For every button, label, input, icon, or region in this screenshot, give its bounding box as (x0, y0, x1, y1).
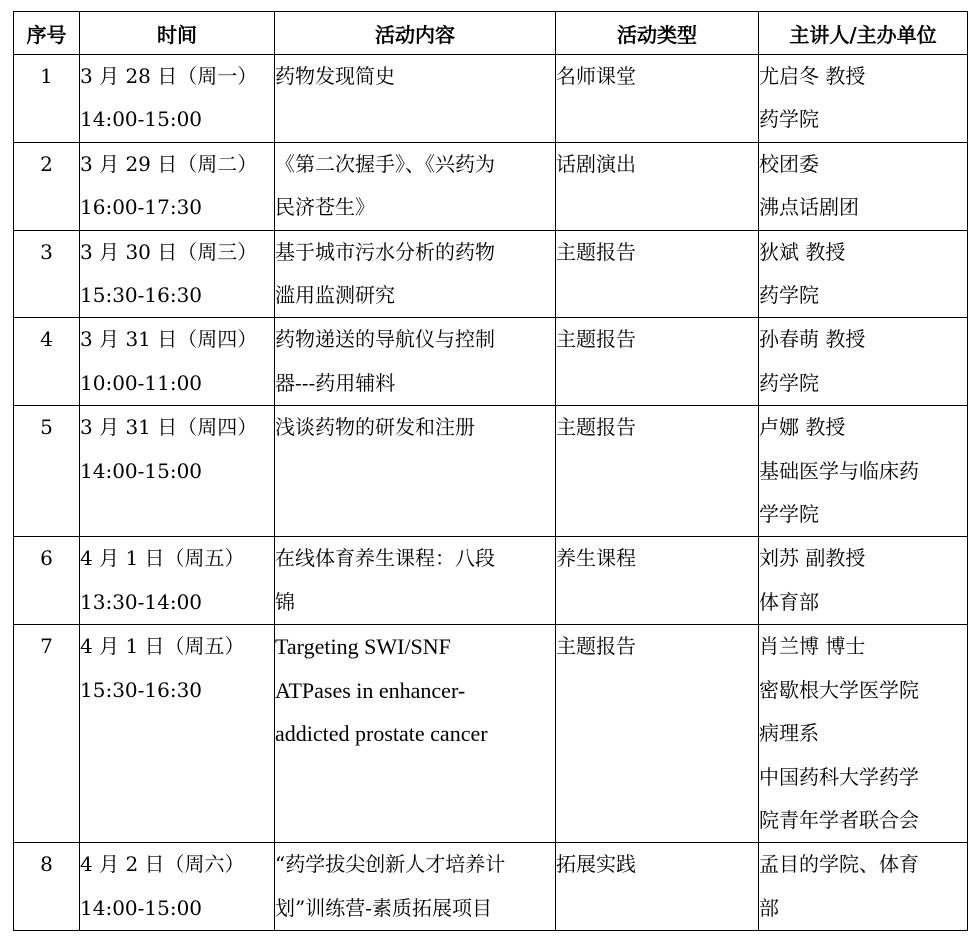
activity-time: 14:00-15:00 (80, 107, 203, 132)
content-cell (275, 55, 556, 143)
activity-schedule-table (13, 11, 968, 931)
table-row (14, 230, 968, 318)
content-cell (275, 843, 556, 931)
header-content: 活动内容 (275, 12, 556, 55)
activity-type: 主题报告 (556, 239, 636, 264)
time-cell (80, 625, 275, 843)
activity-time: 15:30-16:30 (80, 283, 203, 308)
host-line: 药学院 (759, 283, 819, 308)
activity-content-line: 基于城市污水分析的药物 (275, 239, 495, 264)
host-line: 孙春萌 教授 (759, 327, 866, 352)
activity-type: 名师课堂 (556, 64, 636, 88)
type-cell (556, 230, 759, 318)
header-row (14, 12, 968, 55)
row-number: 2 (40, 151, 53, 176)
row-number: 3 (40, 239, 53, 264)
activity-content-line: 药物发现简史 (275, 64, 395, 88)
type-cell (556, 142, 759, 230)
activity-content-line: Targeting SWI/SNF (275, 634, 451, 660)
host-cell (759, 142, 968, 230)
host-cell (759, 55, 968, 143)
row-number: 1 (40, 64, 53, 88)
activity-date: 3 月 28 日（周一） (80, 64, 258, 88)
activity-type: 主题报告 (556, 634, 636, 659)
activity-time: 10:00-11:00 (80, 370, 203, 395)
host-cell (759, 406, 968, 537)
host-line: 刘苏 副教授 (759, 546, 866, 571)
host-line: 中国药科大学药学 (759, 764, 919, 789)
time-cell (80, 55, 275, 143)
type-cell (556, 55, 759, 143)
host-line: 药学院 (759, 370, 819, 395)
activity-content-line: “药学拔尖创新人才培养计 (275, 852, 506, 877)
content-cell (275, 230, 556, 318)
host-cell (759, 230, 968, 318)
content-cell (275, 537, 556, 625)
activity-content-line: 在线体育养生课程：八段 (275, 546, 495, 571)
activity-time: 14:00-15:00 (80, 458, 203, 483)
row-number-cell (14, 406, 80, 537)
host-line: 沸点话剧团 (759, 195, 859, 220)
type-cell (556, 318, 759, 406)
activity-date: 4 月 1 日（周五） (80, 546, 245, 571)
time-cell (80, 142, 275, 230)
host-cell (759, 537, 968, 625)
activity-time: 16:00-17:30 (80, 195, 203, 220)
header-type: 活动类型 (556, 12, 759, 55)
table-body (14, 55, 968, 931)
activity-content-line: 民济苍生》 (275, 195, 375, 220)
activity-type: 养生课程 (556, 546, 636, 571)
content-cell (275, 142, 556, 230)
row-number-cell (14, 142, 80, 230)
type-cell (556, 537, 759, 625)
time-cell (80, 537, 275, 625)
activity-date: 3 月 31 日（周四） (80, 415, 258, 440)
row-number-cell (14, 55, 80, 143)
time-cell (80, 318, 275, 406)
host-cell (759, 625, 968, 843)
host-line: 体育部 (759, 589, 819, 614)
header-time: 时间 (80, 12, 275, 55)
activity-time: 14:00-15:00 (80, 895, 203, 920)
activity-content-line: 浅谈药物的研发和注册 (275, 415, 475, 440)
row-number: 4 (40, 327, 53, 352)
table-row (14, 142, 968, 230)
activity-content-line: 锦 (275, 589, 295, 614)
activity-content-line: 划”训练营-素质拓展项目 (275, 895, 492, 920)
row-number: 5 (40, 415, 53, 440)
host-line: 药学院 (759, 107, 819, 132)
header-no: 序号 (14, 12, 80, 55)
host-line: 密歇根大学医学院 (759, 677, 919, 702)
table-row (14, 843, 968, 931)
time-cell (80, 843, 275, 931)
host-line: 学学院 (759, 502, 819, 527)
row-number-cell (14, 318, 80, 406)
activity-date: 3 月 29 日（周二） (80, 151, 258, 176)
row-number-cell (14, 230, 80, 318)
table-row (14, 406, 968, 537)
activity-date: 4 月 1 日（周五） (80, 634, 245, 659)
activity-time: 15:30-16:30 (80, 677, 203, 702)
activity-date: 3 月 31 日（周四） (80, 327, 258, 352)
activity-content-line: addicted prostate cancer (275, 721, 488, 747)
activity-date: 3 月 30 日（周三） (80, 239, 258, 264)
row-number-cell (14, 625, 80, 843)
host-line: 肖兰博 博士 (759, 634, 866, 659)
time-cell (80, 406, 275, 537)
activity-content-line: 药物递送的导航仪与控制 (275, 327, 495, 352)
table-row (14, 537, 968, 625)
type-cell (556, 625, 759, 843)
host-line: 卢娜 教授 (759, 415, 846, 440)
row-number: 8 (40, 852, 53, 877)
content-cell (275, 625, 556, 843)
type-cell (556, 406, 759, 537)
host-cell (759, 843, 968, 931)
activity-time: 13:30-14:00 (80, 589, 203, 614)
host-line: 部 (759, 895, 779, 920)
table-row (14, 55, 968, 143)
activity-content-line: 滥用监测研究 (275, 283, 395, 308)
row-number-cell (14, 537, 80, 625)
activity-type: 话剧演出 (556, 151, 636, 176)
host-line: 孟目的学院、体育 (759, 852, 919, 877)
type-cell (556, 843, 759, 931)
activity-content-line: ATPases in enhancer- (275, 677, 466, 703)
host-line: 校团委 (759, 151, 819, 176)
activity-type: 主题报告 (556, 327, 636, 352)
content-cell (275, 406, 556, 537)
host-line: 狄斌 教授 (759, 239, 846, 264)
host-cell (759, 318, 968, 406)
activity-content-line: 器---药用辅料 (275, 370, 396, 395)
activity-type: 拓展实践 (556, 852, 636, 877)
row-number: 7 (40, 634, 53, 659)
host-line: 病理系 (759, 721, 819, 746)
activity-type: 主题报告 (556, 415, 636, 440)
host-line: 基础医学与临床药 (759, 458, 919, 483)
row-number: 6 (40, 546, 53, 571)
table-row (14, 625, 968, 843)
activity-date: 4 月 2 日（周六） (80, 852, 245, 877)
table-row (14, 318, 968, 406)
time-cell (80, 230, 275, 318)
host-line: 尤启冬 教授 (759, 64, 866, 88)
row-number-cell (14, 843, 80, 931)
activity-content-line: 《第二次握手》、《兴药为 (275, 151, 495, 176)
content-cell (275, 318, 556, 406)
host-line: 院青年学者联合会 (759, 807, 919, 832)
header-host: 主讲人/主办单位 (759, 12, 968, 55)
